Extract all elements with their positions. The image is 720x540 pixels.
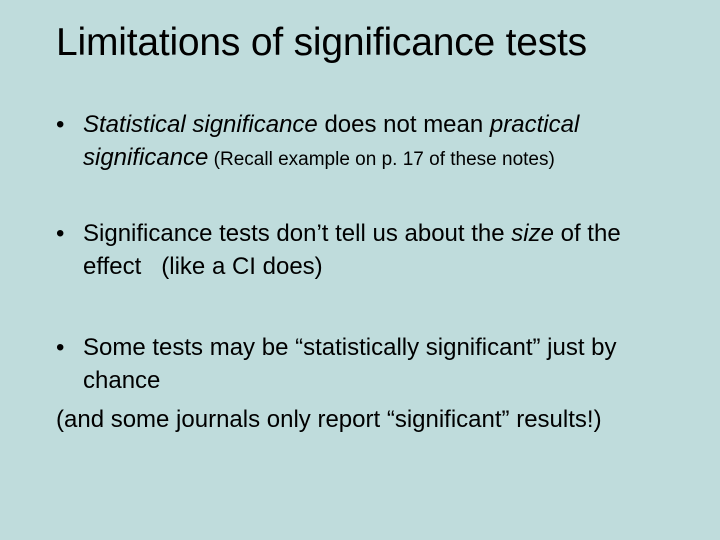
italic-term: Statistical significance (83, 111, 318, 138)
bullet-line: effect (like a CI does) (83, 253, 323, 280)
slide-title: Limitations of significance tests (56, 21, 587, 64)
bullet-chance-significance (56, 331, 716, 397)
italic-term: practical (489, 111, 580, 138)
bullet-line: chance (83, 367, 161, 394)
bullet-effect-size (56, 217, 716, 283)
bullet-dot: • (56, 220, 65, 247)
bullet-statistical-vs-practical (56, 108, 716, 176)
bullet-text: does not mean (317, 111, 490, 138)
bullet-dot: • (56, 111, 65, 138)
bullet-text: Significance tests don’t tell us about the (83, 220, 512, 247)
bullet-line (56, 108, 716, 141)
italic-term: size (511, 220, 554, 247)
bullet-line (56, 217, 716, 250)
journal-note: (and some journals only report “significant” results!) (56, 406, 602, 433)
bullet-dot: • (56, 334, 65, 361)
bullet-text: of the (553, 220, 621, 247)
bullet-line: Some tests may be “statistically significant” just by (83, 334, 617, 361)
italic-term: significance (83, 144, 209, 171)
bullet-aside: (Recall example on p. 17 of these notes) (208, 149, 555, 170)
bullet-line (56, 141, 716, 176)
